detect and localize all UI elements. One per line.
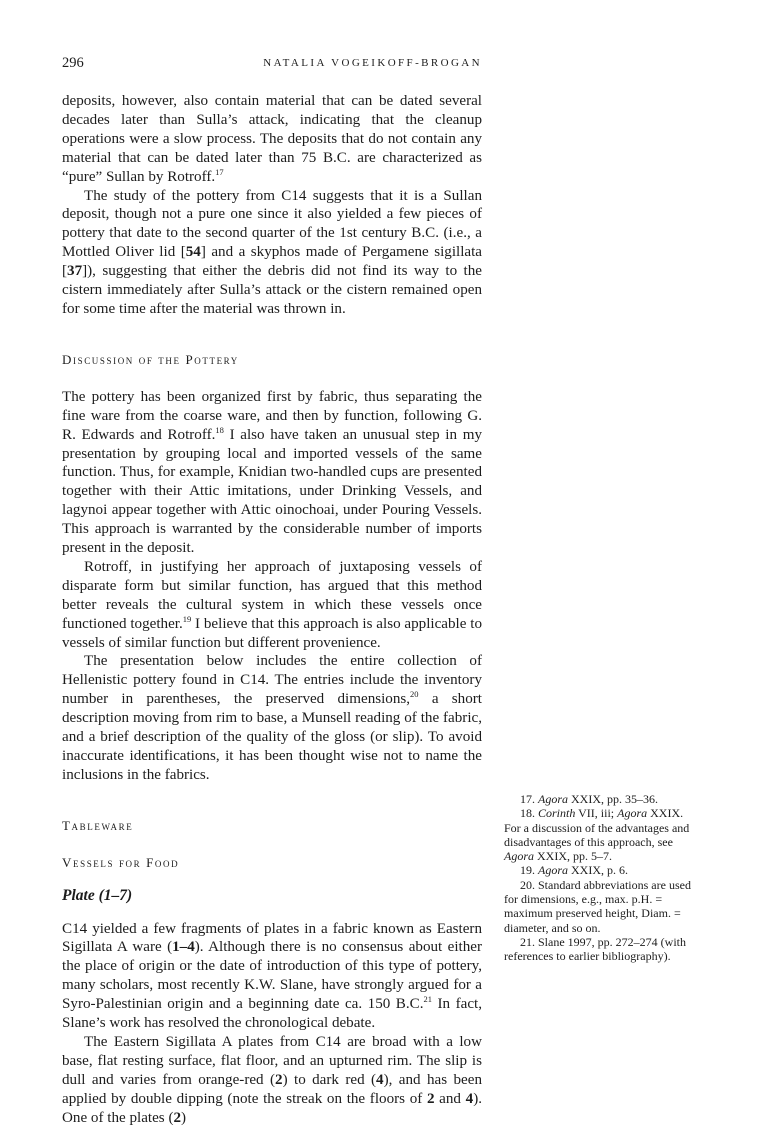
subsection-heading-plate: Plate (1–7) xyxy=(62,886,133,904)
paragraph xyxy=(62,920,482,1033)
catalog-ref: 2 xyxy=(426,1090,435,1107)
paragraph-text: C14 yielded a few fragments of plates in a fabric known as Eastern Sigillata A ware ( xyxy=(62,920,482,956)
paragraph-text: a short description moving from rim to base, a Munsell reading of the fabric, and a brief description of the quality of the gloss (or slip). To avoid inaccurate identifications, it has been thought wise not to name the inclusions in the fabrics. xyxy=(62,691,482,783)
paragraph xyxy=(62,187,482,319)
footnotes-column xyxy=(504,792,698,964)
footnote-18: 18. Corinth VII, iii; Agora XXIX. For a discussion of the advantages and disadvantages of this approach, see Agora XXIX, pp. 5–7. xyxy=(504,806,690,864)
paragraph xyxy=(62,388,482,558)
paragraph-text: ]), suggesting that either the debris did not find its way to the cistern immediately after Sulla’s attack or the cistern remained open for some time after the material was thrown in. xyxy=(62,263,482,317)
paragraph-text: ) to dark red ( xyxy=(282,1071,377,1088)
catalog-ref: 4 xyxy=(465,1090,474,1107)
paragraph-text: The pottery has been organized first by fabric, thus separating the fine ware from the coarse ware, and then by function, following G. R. Edwards and Rotroff. xyxy=(62,388,482,443)
section-heading-tableware: Tableware xyxy=(62,817,134,833)
footnote-ref: 20 xyxy=(410,689,419,700)
paragraph-text: ) xyxy=(181,1109,187,1126)
catalog-ref: 2 xyxy=(173,1109,182,1126)
footnote-20: 20. Standard abbreviations are used for dimensions, e.g., max. p.H. = maximum preserved height, Diam. = diameter, and so on. xyxy=(504,877,691,935)
paragraph-text: I also have taken an unusual step in my presentation by grouping local and imported vessels of the same function. Thus, for example, Knidian two-handled cups are presented together with their Attic imitations, under Drinking Vessels, and lagynoi appear together with Attic oinochoai, under Pouring Vessels. This approach is warranted by the considerable number of imports present in the deposit. xyxy=(62,426,483,557)
paragraph-text: The presentation below includes the entire collection of Hellenistic pottery found in C14. The entries include the inventory number in parentheses, the preserved dimensions, xyxy=(62,653,482,708)
paragraph-text: I believe that this approach is also applicable to vessels of similar function but different provenience. xyxy=(62,615,482,651)
paragraph-text: The Eastern Sigillata A plates from C14 are broad with a low base, flat resting surface, flat floor, and an upturned rim. The slip is dull and varies from orange-red ( xyxy=(62,1033,482,1088)
footnote-ref: 19 xyxy=(182,613,192,624)
running-head: NATALIA VOGEIKOFF-BROGAN xyxy=(263,57,482,69)
paragraph-text: Rotroff, in justifying her approach of juxtaposing vessels of disparate form but similar function, has argued that this method better reveals the cultural system in which these vessels once functioned together. xyxy=(62,558,482,632)
footnote-21: 21. Slane 1997, pp. 272–274 (with references to earlier bibliography). xyxy=(504,934,686,964)
section-heading-discussion: Discussion of the Pottery xyxy=(62,351,239,367)
paragraph xyxy=(62,92,482,187)
paragraph xyxy=(62,652,482,784)
body-column xyxy=(62,92,482,1128)
paragraph-text: deposits, however, also contain material that can be dated several decades later than Sulla’s attack, indicating that the cleanup operations were a slow process. The deposits that do not contain any material that can be dated later than 75 B.C. are characterized as “pure” Sullan by Rotroff. xyxy=(62,93,482,185)
paragraph-text: and xyxy=(434,1090,466,1107)
catalog-ref: 54 xyxy=(185,244,201,261)
paragraph-text: In fact, Slane’s work has resolved the chronological debate. xyxy=(62,996,483,1032)
catalog-ref: 2 xyxy=(275,1071,283,1088)
paragraph-text: ), and has been applied by double dipping (note the streak on the floors of xyxy=(62,1071,482,1107)
paragraph-text: The study of the pottery from C14 suggests that it is a Sullan deposit, though not a pure one since it also yielded a few pieces of pottery that date to the second quarter of the 1st century B.C. (i.e., a Mottled Oliver lid [ xyxy=(62,187,482,261)
footnote-ref: 17 xyxy=(215,166,224,177)
catalog-ref: 4 xyxy=(376,1071,384,1088)
footnote-ref: 18 xyxy=(215,424,224,435)
catalog-ref: 37 xyxy=(67,263,83,280)
paragraph-text: ] and a skyphos made of Pergamene sigillata [ xyxy=(62,244,482,280)
paragraph xyxy=(62,558,482,653)
paragraph-text: ). Although there is no consensus about either the place of origin or the date of introduction of this type of pottery, many scholars, most recently K.W. Slane, have strongly argued for a Syro-Palestinian origin and a beginning date ca. 150 B.C. xyxy=(62,939,482,1013)
catalog-ref: 1–4 xyxy=(172,939,195,956)
page-number: 296 xyxy=(62,55,84,71)
footnote-17: 17. Agora XXIX, pp. 35–36. xyxy=(520,792,658,806)
footnote-19: 19. Agora XXIX, p. 6. xyxy=(520,863,628,878)
section-heading-vessels-for-food: Vessels for Food xyxy=(62,854,180,870)
paragraph-text: ). One of the plates ( xyxy=(62,1090,482,1126)
footnote-ref: 21 xyxy=(423,994,432,1005)
paragraph xyxy=(62,1033,482,1128)
